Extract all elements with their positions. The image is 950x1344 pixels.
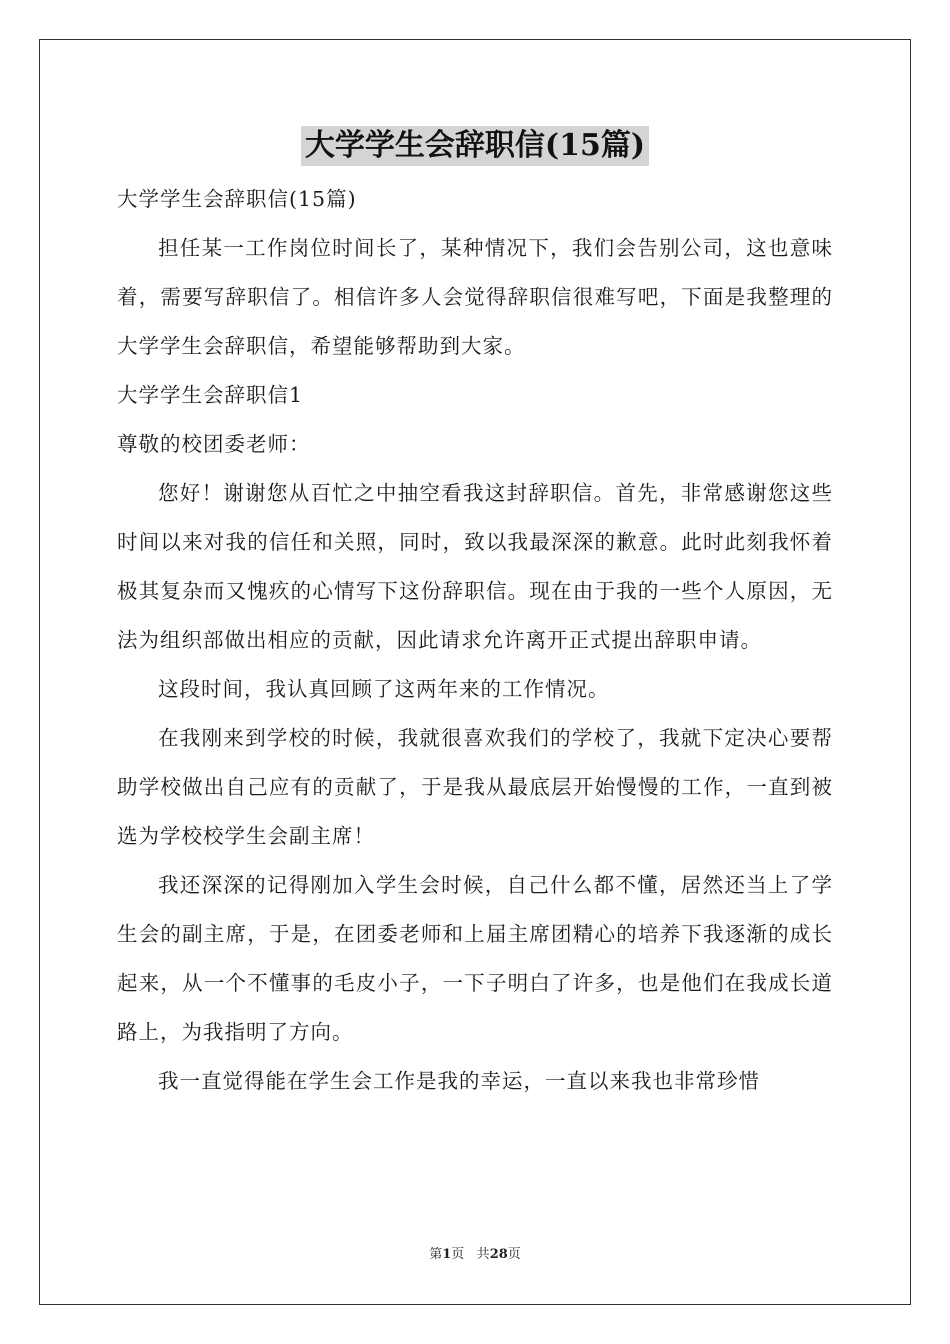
page-footer (0, 1246, 950, 1264)
paragraph: 担任某一工作岗位时间长了，某种情况下，我们会告别公司，这也意味着，需要写辞职信了。相信许多人会觉得辞职信很难写吧，下面是我整理的大学学生会辞职信，希望能够帮助到大家。 (117, 236, 833, 358)
title-container (0, 126, 950, 166)
paragraph: 大学学生会辞职信(15篇) (117, 187, 357, 211)
paragraph: 这段时间，我认真回顾了这两年来的工作情况。 (158, 677, 610, 701)
paragraph: 在我刚来到学校的时候，我就很喜欢我们的学校了，我就下定决心要帮助学校做出自己应有的贡献了，于是我从最底层开始慢慢的工作，一直到被选为学校校学生会副主席！ (117, 726, 833, 848)
total-prefix: 共 (476, 1247, 490, 1262)
section-heading: 大学学生会辞职信1 (117, 383, 304, 407)
total-suffix: 页 (507, 1247, 521, 1262)
document-title: 大学学生会辞职信(15篇) (301, 126, 649, 166)
page-number: 1 (442, 1247, 452, 1262)
document-body (117, 175, 833, 1106)
paragraph: 您好！谢谢您从百忙之中抽空看我这封辞职信。首先，非常感谢您这些时间以来对我的信任和关照，同时，致以我最深深的歉意。此时此刻我怀着极其复杂而又愧疚的心情写下这份辞职信。现在由于我的一些个人原因，无法为组织部做出相应的贡献，因此请求允许离开正式提出辞职申请。 (117, 481, 833, 652)
page-suffix: 页 (451, 1247, 465, 1262)
salutation: 尊敬的校团委老师： (117, 432, 311, 456)
page-prefix: 第 (429, 1247, 443, 1262)
paragraph: 我一直觉得能在学生会工作是我的幸运，一直以来我也非常珍惜 (158, 1069, 760, 1093)
total-pages: 28 (489, 1247, 508, 1262)
paragraph: 我还深深的记得刚加入学生会时候，自己什么都不懂，居然还当上了学生会的副主席，于是，在团委老师和上届主席团精心的培养下我逐渐的成长起来，从一个不懂事的毛皮小子，一下子明白了许多，也是他们在我成长道路上，为我指明了方向。 (117, 873, 833, 1044)
